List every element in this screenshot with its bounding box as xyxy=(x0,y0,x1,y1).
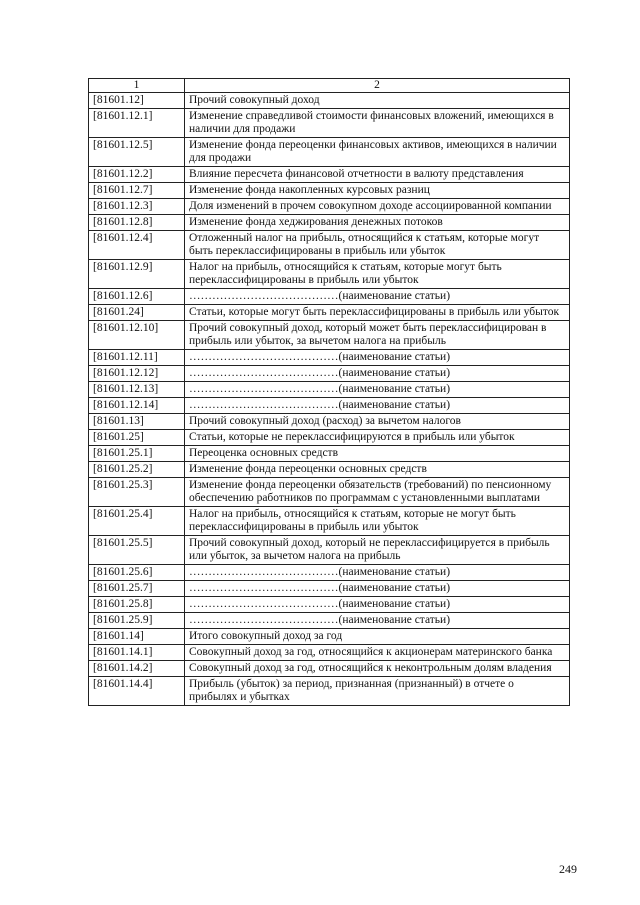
item-description: Доля изменений в прочем совокупном доходе ассоциированной компании xyxy=(185,199,570,215)
item-code: [81601.12.6] xyxy=(89,289,185,305)
item-code: [81601.12.4] xyxy=(89,231,185,260)
table-row xyxy=(89,629,570,645)
item-code: [81601.25.4] xyxy=(89,507,185,536)
item-description: …………………………………(наименование статьи) xyxy=(185,289,570,305)
item-code: [81601.12.11] xyxy=(89,350,185,366)
item-description: …………………………………(наименование статьи) xyxy=(185,565,570,581)
table-row xyxy=(89,215,570,231)
item-code: [81601.25.9] xyxy=(89,613,185,629)
table-row xyxy=(89,167,570,183)
table-row xyxy=(89,446,570,462)
item-code: [81601.14.1] xyxy=(89,645,185,661)
item-code: [81601.12.1] xyxy=(89,109,185,138)
item-description: Прочий совокупный доход (расход) за вычетом налогов xyxy=(185,414,570,430)
item-code: [81601.12.2] xyxy=(89,167,185,183)
table-body xyxy=(89,79,570,706)
item-description: Итого совокупный доход за год xyxy=(185,629,570,645)
item-description: Переоценка основных средств xyxy=(185,446,570,462)
item-description: …………………………………(наименование статьи) xyxy=(185,597,570,613)
table-row xyxy=(89,260,570,289)
table-row xyxy=(89,109,570,138)
table-row xyxy=(89,382,570,398)
page-number: 249 xyxy=(559,862,577,876)
item-description: …………………………………(наименование статьи) xyxy=(185,366,570,382)
table-row xyxy=(89,183,570,199)
table-row xyxy=(89,289,570,305)
item-description: Прочий совокупный доход, который может быть переклассифицирован в прибыль или убыток, за вычетом налога на прибыль xyxy=(185,321,570,350)
item-code: [81601.12.14] xyxy=(89,398,185,414)
item-description: Прочий совокупный доход, который не переклассифицируется в прибыль или убыток, за вычетом налога на прибыль xyxy=(185,536,570,565)
item-code: [81601.13] xyxy=(89,414,185,430)
table-row xyxy=(89,93,570,109)
table-row xyxy=(89,321,570,350)
table-row xyxy=(89,677,570,706)
item-code: [81601.12.12] xyxy=(89,366,185,382)
item-description: Изменение фонда переоценки обязательств (требований) по пенсионному обеспечению работников по программам с установленными выплатами xyxy=(185,478,570,507)
item-description: Прибыль (убыток) за период, признанная (признанный) в отчете о прибылях и убытках xyxy=(185,677,570,706)
item-code: [81601.12] xyxy=(89,93,185,109)
item-code: [81601.14.2] xyxy=(89,661,185,677)
item-code: [81601.12.9] xyxy=(89,260,185,289)
table-row xyxy=(89,305,570,321)
table-row xyxy=(89,398,570,414)
item-code: [81601.12.5] xyxy=(89,138,185,167)
item-code: [81601.25.1] xyxy=(89,446,185,462)
item-code: [81601.14.4] xyxy=(89,677,185,706)
header-col-2: 2 xyxy=(185,79,570,93)
item-code: [81601.25.2] xyxy=(89,462,185,478)
table-row xyxy=(89,597,570,613)
item-description: Совокупный доход за год, относящийся к неконтрольным долям владения xyxy=(185,661,570,677)
item-code: [81601.14] xyxy=(89,629,185,645)
item-description: Налог на прибыль, относящийся к статьям, которые могут быть переклассифицированы в прибыль или убыток xyxy=(185,260,570,289)
table-row xyxy=(89,138,570,167)
item-description: Изменение фонда переоценки основных средств xyxy=(185,462,570,478)
item-description: Налог на прибыль, относящийся к статьям, которые не могут быть переклассифицированы в прибыль или убыток xyxy=(185,507,570,536)
table-row xyxy=(89,613,570,629)
item-description: Влияние пересчета финансовой отчетности в валюту представления xyxy=(185,167,570,183)
table-row xyxy=(89,536,570,565)
item-code: [81601.12.3] xyxy=(89,199,185,215)
item-code: [81601.25.3] xyxy=(89,478,185,507)
item-code: [81601.12.10] xyxy=(89,321,185,350)
report-items-table xyxy=(88,78,570,706)
item-code: [81601.24] xyxy=(89,305,185,321)
table-row xyxy=(89,581,570,597)
item-description: Статьи, которые не переклассифицируются в прибыль или убыток xyxy=(185,430,570,446)
table-row xyxy=(89,199,570,215)
item-code: [81601.12.7] xyxy=(89,183,185,199)
item-description: …………………………………(наименование статьи) xyxy=(185,382,570,398)
table-row xyxy=(89,366,570,382)
item-description: …………………………………(наименование статьи) xyxy=(185,581,570,597)
item-code: [81601.25.5] xyxy=(89,536,185,565)
item-code: [81601.25.7] xyxy=(89,581,185,597)
table-row xyxy=(89,350,570,366)
table-row xyxy=(89,507,570,536)
item-code: [81601.12.13] xyxy=(89,382,185,398)
table-row xyxy=(89,462,570,478)
table-row xyxy=(89,430,570,446)
table-row xyxy=(89,565,570,581)
item-description: …………………………………(наименование статьи) xyxy=(185,613,570,629)
item-description: …………………………………(наименование статьи) xyxy=(185,350,570,366)
item-description: Изменение фонда переоценки финансовых активов, имеющихся в наличии для продажи xyxy=(185,138,570,167)
item-description: Изменение фонда накопленных курсовых разниц xyxy=(185,183,570,199)
header-col-1: 1 xyxy=(89,79,185,93)
item-description: Отложенный налог на прибыль, относящийся к статьям, которые могут быть переклассифицированы в прибыль или убыток xyxy=(185,231,570,260)
table-header-row xyxy=(89,79,570,93)
item-code: [81601.25] xyxy=(89,430,185,446)
table-row xyxy=(89,661,570,677)
item-description: Прочий совокупный доход xyxy=(185,93,570,109)
table-row xyxy=(89,478,570,507)
item-code: [81601.25.8] xyxy=(89,597,185,613)
item-description: Совокупный доход за год, относящийся к акционерам материнского банка xyxy=(185,645,570,661)
item-description: Статьи, которые могут быть переклассифицированы в прибыль или убыток xyxy=(185,305,570,321)
item-code: [81601.25.6] xyxy=(89,565,185,581)
table-row xyxy=(89,414,570,430)
item-description: …………………………………(наименование статьи) xyxy=(185,398,570,414)
item-code: [81601.12.8] xyxy=(89,215,185,231)
item-description: Изменение фонда хеджирования денежных потоков xyxy=(185,215,570,231)
table-row xyxy=(89,231,570,260)
item-description: Изменение справедливой стоимости финансовых вложений, имеющихся в наличии для продажи xyxy=(185,109,570,138)
table-row xyxy=(89,645,570,661)
